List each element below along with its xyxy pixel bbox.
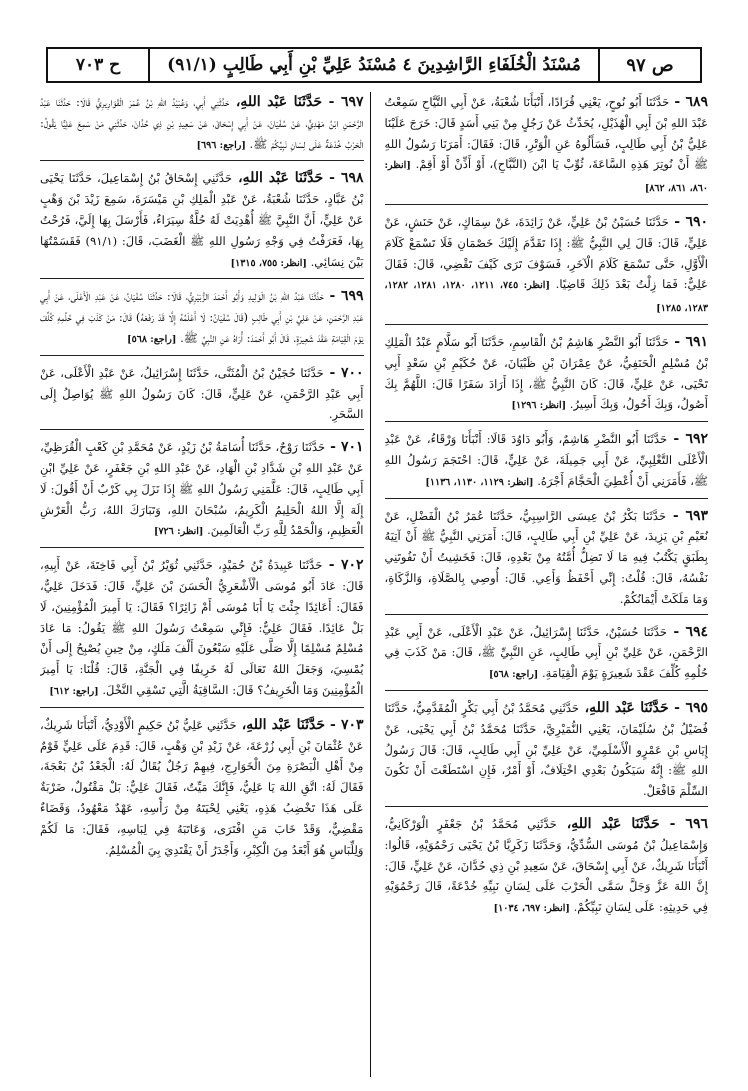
left-column <box>40 92 371 1077</box>
hadith-number: ٦٩٦ - <box>659 815 708 832</box>
hadith-entry <box>40 363 364 430</box>
hadith-text: حَدَّثَنِي إِسْحَاقُ بْنُ إِسْمَاعِيلَ، حَدَّثَنَا يَحْيَى بْنُ عَبَّادٍ، حَدَّثَنَا شُعْبَةُ، عَنْ عَبْدِ الْمَلِكِ بْنِ مَيْسَرَةَ، سَمِعَ زَيْدَ بْنَ وَهْبٍ عَنْ عَلِيٍّ، أَنَّ النَّبِيَّ ﷺ أُهْدِيَتْ لَهُ حُلَّةٌ سِيَرَاءُ، فَأَرْسَلَ بِهَا إِلَيَّ، فَرُحْتُ بِهَا، فَعَرَفْتُ فِي وَجْهِ رَسُولِ اللهِ ﷺ الْغَضَبَ، قَالَ: (٩١/١) فَقَسَمْتُهَا بَيْنَ نِسَائِي. <box>40 171 364 269</box>
cross-reference: [راجع: ٦١٢] <box>49 685 99 697</box>
hadith-text: حَدَّثَنِي أَبِي، وَعُبَيْدُ اللهِ بْنُ عُمَرَ الْقَوَارِيرِيُّ قَالَا: حَدَّثَنَا عَبْدُ الرَّحْمَنِ ابْنُ مَهْدِيٍّ، عَنْ سُفْيَانَ، عَنْ أَبِي إِسْحَاقَ، عَنْ سَعِيدِ بْنِ ذِي حُدَّانَ، حَدَّثَنِي مَنْ سَمِعَ عَلِيًّا يَقُولُ: الْحَرْبُ خُدْعَةٌ عَلَى لِسَانِ نَبِيِّكُمْ ﷺ. <box>40 95 364 151</box>
hadith-heading: حَدَّثَنَا عَبْد اللهِ، <box>229 94 323 110</box>
cross-reference: [راجع: ٦٩٦] <box>196 139 246 151</box>
hadith-text: حَدَّثَنَا أَبُو النَّضْرِ هَاشِمٌ، وَأَبُو دَاوُدَ قَالَا: أَنْبَأَنَا وَرْقَاءُ، عَنْ عَبْدِ الْأَعْلَى التَّغْلِبِيِّ، عَنْ أَبِي جَمِيلَةَ، عَنْ عَلِيٍّ، قَالَ: احْتَجَمَ رَسُولُ اللهِ ﷺ، فَأَمَرَنِي أَنْ أُعْطِيَ الْحَجَّامَ أَجْرَهُ. <box>384 432 708 488</box>
hadith-text: حَدَّثَنِي مُحَمَّدُ بْنُ جَعْفَرٍ الْوَرْكَانِيُّ، وَإِسْمَاعِيلُ بْنُ مُوسَى السُّدِّيُّ، وَحَدَّثَنَا زَكَرِيَّا بْنُ يَحْيَى رَحْمُوَيْهِ، قَالُوا: أَنْبَأَنَا شَرِيكٌ، عَنْ أَبِي إِسْحَاقَ، عَنْ سَعِيدِ بْنِ ذِي حُدَّانَ، عَنْ عَلِيٍّ، قَالَ: إِنَّ اللهَ عَزَّ وَجَلَّ سَمَّى الْحَرْبَ عَلَى لِسَانِ نَبِيِّهِ خُدْعَةً، قَالَ رَحْمُوَيْهِ فِي حَدِيثِهِ: عَلَى لِسَانِ نَبِيِّكُمْ. <box>384 816 708 915</box>
hadith-text: حَدَّثَنَا حُجَيْنُ بْنُ الْمُثَنَّى، حَدَّثَنَا إِسْرَائِيلُ، عَنْ عَبْدِ الْأَعْلَى، عَنْ أَبِي عَبْدِ الرَّحْمَنِ، عَنْ عَلِيٍّ، قَالَ: كَانَ رَسُولُ اللهِ ﷺ يُوَاصِلُ إِلَى السَّحَرِ. <box>40 365 364 422</box>
right-column <box>385 92 709 1077</box>
running-header <box>46 47 702 83</box>
hadith-number: ٦٩١ - <box>668 333 708 350</box>
page-title: مُسْنَدُ الْخُلَفَاءِ الرَّاشِدِينَ ٤ مُسْنَدُ عَلِيِّ بْنِ أَبِي طَالِبٍ (٩١/١) <box>167 55 581 75</box>
hadith-number: ٧٠٠ - <box>323 364 364 381</box>
hadith-number: ٦٩٩ - <box>323 288 364 305</box>
hadith-number: ٧٠١ - <box>325 439 364 456</box>
hadith-text: حَدَّثَنَا حُسَيْنٌ، حَدَّثَنَا إِسْرَائِيلُ، عَنْ عَبْدِ الْأَعْلَى، عَنْ أَبِي عَبْدِ الرَّحْمَنِ، عَنْ عَلِيِّ بْنِ أَبِي طَالِبٍ، عَنِ النَّبِيِّ ﷺ، قَالَ: مَنْ كَذَبَ فِي حُلُمِهِ كُلِّفَ عَقْدَ شَعِيرَةٍ يَوْمَ الْقِيَامَةِ. <box>384 624 708 681</box>
hadith-text: حَدَّثَنِي مُحَمَّدُ بْنُ أَبِي بَكْرٍ الْمُقَدَّمِيُّ، حَدَّثَنَا فُضَيْلُ بْنُ سُلَيْمَانَ، يَعْنِي النُّمَيْرِيَّ، حَدَّثَنَا مُحَمَّدُ بْنُ أَبِي يَحْيَى، عَنْ إِيَاسِ بْنِ عَمْرٍو الْأَسْلَمِيِّ، عَنْ عَلِيِّ بْنِ أَبِي طَالِبٍ، قَالَ: قَالَ رَسُولُ اللهِ ﷺ: إِنَّهُ سَيَكُونُ بَعْدِي اخْتِلَافٌ، أَوْ أَمْرٌ، فَإِنِ اسْتَطَعْتَ أَنْ تَكُونَ السِّلْمَ فَافْعَلْ. <box>384 700 708 799</box>
hadith-number: ٦٩٨ - <box>323 170 364 187</box>
hadith-number: ٦٩٧ - <box>322 94 364 110</box>
hadith-number: ٦٨٩ - <box>669 94 708 110</box>
hadith-heading: حَدَّثَنَا عَبْد اللهِ، <box>236 716 325 733</box>
hadith-text: حَدَّثَنَا بَكْرُ بْنُ عِيسَى الرَّاسِبِيُّ، حَدَّثَنَا عُمَرُ بْنُ الْفَضْلِ، عَنْ نُعَيْمِ بْنِ يَزِيدَ، عَنْ عَلِيِّ بْنِ أَبِي طَالِبٍ، قَالَ: أَمَرَنِي النَّبِيُّ ﷺ أَنْ آتِيَهُ بِطَبَقٍ يَكْتُبُ فِيهِ مَا لَا تَضِلُّ أُمَّتُهُ مِنْ بَعْدِهِ، قَالَ: فَخَشِيتُ أَنْ تَفُوتَنِي نَفْسُهُ، قَالَ: قُلْتُ: إِنِّي أَحْفَظُ وَأَعِي. قَالَ: أُوصِي بِالصَّلَاةِ، وَالزَّكَاةِ، وَمَا مَلَكَتْ أَيْمَانُكُمْ. <box>384 508 708 606</box>
hadith-heading: حَدَّثَنَا عَبْد اللهِ، <box>232 170 324 187</box>
text-columns <box>40 92 708 1077</box>
hadith-number: ٦٩٥ - <box>668 699 708 716</box>
hadith-entry <box>385 506 709 615</box>
hadith-entry <box>385 622 709 691</box>
cross-reference: [انظر: ٧٥٥، ١٣١٥] <box>230 257 307 269</box>
cross-reference: [انظر: ٦٩٧، ١٠٣٤] <box>493 903 570 915</box>
hadith-entry <box>40 715 364 865</box>
cross-reference: [انظر: ١١٢٩، ١١٣٠، ١١٣٦] <box>425 476 534 488</box>
hadith-range: ح ٧٠٣ <box>48 49 150 81</box>
cross-reference: [راجع: ٥٦٨] <box>127 333 177 345</box>
hadith-entry <box>385 92 709 205</box>
hadith-number: ٦٩٠ - <box>668 213 708 230</box>
hadith-entry <box>40 286 364 355</box>
hadith-number: ٦٩٣ - <box>666 507 708 524</box>
hadith-heading: حَدَّثَنَا عَبْد اللهِ، <box>579 699 669 716</box>
hadith-entry <box>385 332 709 422</box>
hadith-entry <box>40 437 364 548</box>
page-number: ص ٩٧ <box>598 49 700 81</box>
hadith-entry <box>40 168 364 279</box>
hadith-text: حَدَّثَنَا أَبُو نُوحٍ، يَعْنِي قُرَادًا، أَنْبَأَنَا شُعْبَةُ، عَنْ أَبِي التَّيَّاحِ سَمِعْتُ عَبْدَ اللهِ بْنَ أَبِي الْهُذَيْلِ، يُحَدِّثُ عَنْ رَجُلٍ مِنْ بَنِي أَسَدٍ قَالَ: خَرَجَ عَلَيْنَا عَلِيُّ بْنُ أَبِي طَالِبٍ، فَسَأَلُوهُ عَنِ الْوَتْرِ، قَالَ: فَقَالَ: أَمَرَنَا رَسُولُ اللهِ ﷺ أَنْ نُوتِرَ هَذِهِ السَّاعَةَ، ثُوِّبْ يَا ابْنَ (النَّبَّاحِ)، أَوْ أَذِّنْ أَوْ أَقِمْ. <box>384 95 708 172</box>
cross-reference: [انظر: ١٢٩٦] <box>511 400 567 412</box>
hadith-text: حَدَّثَنَا عَبِيدَةُ بْنُ حُمَيْدٍ، حَدَّثَنِي ثُوَيْرُ بْنُ أَبِي فَاخِتَةَ، عَنْ أَبِيهِ، قَالَ: عَادَ أَبُو مُوسَى الْأَشْعَرِيُّ الْحَسَنَ بْنَ عَلِيٍّ، قَالَ: فَدَخَلَ عَلِيٌّ، فَقَالَ: أَعَائِدًا جِئْتَ يَا أَبَا مُوسَى أَمْ زَائِرًا؟ فَقَالَ: يَا أَمِيرَ الْمُؤْمِنِينَ، لَا بَلْ عَائِدًا. فَقَالَ عَلِيٌّ: فَإِنِّي سَمِعْتُ رَسُولَ اللهِ ﷺ يَقُولُ: مَا عَادَ مُسْلِمٌ مُسْلِمًا إِلَّا صَلَّى عَلَيْهِ سَبْعُونَ أَلْفَ مَلَكٍ، مِنْ حِينِ يُصْبِحُ إِلَى أَنْ يُمْسِيَ، وَجَعَلَ اللهُ تَعَالَى لَهُ خَرِيفًا فِي الْجَنَّةِ، قَالَ: قُلْنَا: يَا أَمِيرَ الْمُؤْمِنِينَ وَمَا الْخَرِيفُ؟ قَالَ: السَّاقِيَةُ الَّتِي تَسْقِي النَّخْلَ. <box>40 558 364 697</box>
hadith-number: ٦٩٤ - <box>667 623 708 640</box>
hadith-number: ٧٠٣ - <box>324 716 364 733</box>
cross-reference: [انظر: ٧٤٥، ١٢١١، ١٢٨٠، ١٢٨١، ١٢٨٢، ١٢٨٣، ١٢٨٥] <box>384 280 708 315</box>
hadith-entry <box>385 698 709 807</box>
hadith-text: حَدَّثَنَا رَوْحٌ، حَدَّثَنَا أُسَامَةُ بْنُ زَيْدٍ، عَنْ مُحَمَّدِ بْنِ كَعْبٍ الْقُرَظِيِّ، عَنْ عَبْدِ اللهِ بْنِ شَدَّادِ بْنِ الْهَادِ، عَنْ عَبْدِ اللهِ بْنِ جَعْفَرٍ، عَنْ عَلِيِّ ابْنِ أَبِي طَالِبٍ، قَالَ: عَلَّمَنِي رَسُولُ اللهِ ﷺ إِذَا نَزَلَ بِي كَرْبٌ أَنْ أَقُولَ: لَا إِلَهَ إِلَّا اللهُ الْحَلِيمُ الْكَرِيمُ، سُبْحَانَ اللهِ، وَتَبَارَكَ اللهُ، رَبُّ الْعَرْشِ الْعَظِيمِ، وَالْحَمْدُ لِلَّهِ رَبِّ الْعَالَمِينَ. <box>40 440 364 538</box>
cross-reference: [راجع: ٥٦٨] <box>489 669 539 681</box>
hadith-entry <box>385 212 709 325</box>
cross-reference: [انظر: ٨٦٠، ٨٦١، ٨٦٢] <box>384 160 708 195</box>
hadith-entry <box>385 814 709 924</box>
hadith-text: حَدَّثَنَا حُسَيْنُ بْنُ عَلِيٍّ، عَنْ زَائِدَةَ، عَنْ سِمَاكٍ، عَنْ حَنَشٍ، عَنْ عَلِيٍّ، قَالَ: قَالَ لِي النَّبِيُّ ﷺ: إِذَا تَقَدَّمَ إِلَيْكَ خَصْمَانِ فَلَا تَسْمَعْ كَلَامَ الْأَوَّلِ، حَتَّى تَسْمَعَ كَلَامَ الْآخَرِ، فَسَوْفَ تَرَى كَيْفَ تَقْضِي، قَالَ: فَقَالَ عَلِيٌّ: فَمَا زِلْتُ بَعْدَ ذَلِكَ قَاضِيًا. <box>384 214 708 292</box>
hadith-text: حَدَّثَنَا أَبُو النَّضْرِ هَاشِمُ بْنُ الْقَاسِمِ، حَدَّثَنَا أَبُو سَلَّامٍ عَبْدُ الْمَلِكِ بْنُ مُسْلِمٍ الْحَنَفِيُّ، عَنْ عِمْرَانَ بْنِ ظَبْيَانَ، عَنْ حُكَيْمِ بْنِ سَعْدٍ أَبِي تَحْيَى، عَنْ عَلِيٍّ، قَالَ: كَانَ النَّبِيُّ ﷺ، إِذَا أَرَادَ سَفَرًا قَالَ: اللَّهُمَّ بِكَ أَصُولُ، وَبِكَ أَحُولُ، وَبِكَ أَسِيرُ. <box>384 334 708 412</box>
hadith-text: حَدَّثَنَا عَبْدُ اللهِ بْنُ الْوَلِيدِ وَأَبُو أَحْمَدَ الزُّبَيْرِيُّ، قَالَا: حَدَّثَنَا سُفْيَانُ، عَنْ عَبْدِ الْأَعْلَى، عَنْ أَبِي عَبْدِ الرَّحْمَنِ، عَنْ عَلِيِّ بْنِ أَبِي طَالِبٍ (قَالَ سُفْيَانُ: لَا أَعْلَمُهُ إِلَّا قَدْ رَفَعَهُ) قَالَ: مَنْ كَذَبَ فِي حُلُمِهِ كُلِّفَ يَوْمَ الْقِيَامَةِ عَقْدَ شَعِيرَةٍ. قَالَ أَبُو أَحْمَدَ: أُرَاهُ عَنِ النَّبِيِّ ﷺ. <box>40 289 364 345</box>
hadith-entry <box>40 555 364 708</box>
hadith-entry <box>385 429 709 498</box>
hadith-text: حَدَّثَنِي عَلِيُّ بْنُ حَكِيمٍ الْأَوْدِيُّ، أَنْبَأَنَا شَرِيكٌ، عَنْ عُثْمَانَ بْنِ أَبِي زُرْعَةَ، عَنْ زَيْدِ بْنِ وَهْبٍ، قَالَ: قَدِمَ عَلَى عَلِيٍّ قَوْمٌ مِنْ أَهْلِ الْبَصْرَةِ مِنَ الْخَوَارِجِ، فِيهِمْ رَجُلٌ يُقَالُ لَهُ: الْجَعْدُ بْنُ بَعْجَةَ، فَقَالَ لَهُ: اتَّقِ اللهَ يَا عَلِيُّ، فَإِنَّكَ مَيِّتٌ، فَقَالَ عَلِيٌّ: بَلْ مَقْتُولٌ، ضَرْبَةٌ عَلَى هَذَا تَخْضِبُ هَذِهِ، يَعْنِي لِحْيَتَهُ مِنْ رَأْسِهِ، عَهْدٌ مَعْهُودٌ، وَقَضَاءٌ مَقْضِيٌّ، وَقَدْ خَابَ مَنِ افْتَرَى، وَعَاتَبَهُ فِي لِبَاسِهِ، فَقَالَ: مَا لَكُمْ وَلِلِّبَاسِ هُوَ أَبْعَدُ مِنَ الْكِبْرِ، وَأَجْدَرُ أَنْ يَقْتَدِيَ بِيَ الْمُسْلِمُ. <box>40 717 364 857</box>
cross-reference: [انظر: ٧٢٦] <box>153 526 204 538</box>
hadith-entry <box>40 92 364 161</box>
hadith-heading: حَدَّثَنَا عَبْد اللهِ، <box>556 815 660 832</box>
hadith-number: ٧٠٢ - <box>322 557 364 574</box>
hadith-number: ٦٩٢ - <box>667 431 708 448</box>
